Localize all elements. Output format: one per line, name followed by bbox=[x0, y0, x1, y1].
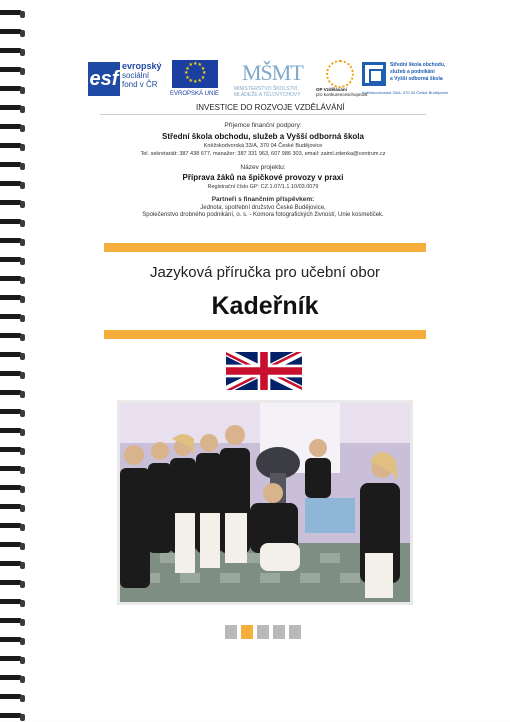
binding-ring bbox=[0, 504, 26, 513]
binding-ring bbox=[0, 637, 26, 646]
binding-ring bbox=[0, 428, 26, 437]
progress-dot bbox=[289, 625, 301, 639]
divider-line bbox=[100, 114, 426, 115]
binding-ring bbox=[0, 162, 26, 171]
recipient-name: Střední škola obchodu, služeb a Vyšší odborná škola bbox=[162, 132, 364, 141]
binding-ring bbox=[0, 238, 26, 247]
recipient-address: Kněžskodvorská 33/A, 370 04 České Budějovice bbox=[203, 143, 323, 149]
recipient-label: Příjemce finanční podpory: bbox=[224, 122, 302, 129]
school-address: Kněžskodvorská 33/A, 370 04 České Budějovice bbox=[362, 90, 449, 95]
uk-flag-icon bbox=[226, 352, 302, 390]
spiral-binding bbox=[0, 0, 30, 721]
recipient-contacts: Tel. sekretariát: 387 438 677, manažer: 387 331 963, 607 986 303, email: zaiml.zdenka@centrum.cz bbox=[140, 151, 386, 157]
binding-ring bbox=[0, 485, 26, 494]
binding-ring bbox=[0, 352, 26, 361]
binding-ring bbox=[0, 143, 26, 152]
binding-ring bbox=[0, 561, 26, 570]
binding-ring bbox=[0, 523, 26, 532]
op-line1: OP Vzdělávání bbox=[316, 87, 347, 92]
school-spiral-icon bbox=[362, 62, 386, 86]
msmt-mark: MŠMT bbox=[242, 60, 303, 85]
eu-flag-icon: ★ ★ ★ ★ ★ ★ ★ ★ ★ ★ ★ ★ bbox=[172, 60, 218, 88]
binding-ring bbox=[0, 675, 26, 684]
binding-ring bbox=[0, 390, 26, 399]
binding-ring bbox=[0, 67, 26, 76]
esf-line2: sociální bbox=[122, 71, 150, 80]
eu-caption: EVROPSKÁ UNIE bbox=[170, 91, 220, 97]
binding-ring bbox=[0, 580, 26, 589]
partners-block bbox=[90, 196, 436, 218]
document-title: Kadeřník bbox=[211, 292, 319, 320]
binding-ring bbox=[0, 409, 26, 418]
binding-ring bbox=[0, 618, 26, 627]
project-label: Název projektu: bbox=[240, 164, 286, 171]
partners-label: Partneři s finančním příspěvkem: bbox=[211, 196, 315, 203]
binding-ring bbox=[0, 29, 26, 38]
binding-ring bbox=[0, 276, 26, 285]
op-line2: pro konkurenceschopnost bbox=[316, 92, 368, 97]
binding-ring bbox=[0, 333, 26, 342]
partners-line1: Jednota, spotřební družstvo České Budějovice, bbox=[200, 205, 326, 211]
progress-dot bbox=[273, 625, 285, 639]
binding-ring bbox=[0, 447, 26, 456]
binding-ring bbox=[0, 314, 26, 323]
binding-ring bbox=[0, 656, 26, 665]
school-logo bbox=[362, 60, 450, 98]
binding-ring bbox=[0, 257, 26, 266]
investment-banner: INVESTICE DO ROZVOJE VZDĚLÁVÁNÍ bbox=[196, 103, 345, 112]
msmt-line2: MLÁDEŽE A TĚLOVÝCHOVY bbox=[234, 92, 301, 98]
document-subtitle: Jazyková příručka pro učební obor bbox=[149, 264, 381, 281]
project-name: Příprava žáků na špičkové provozy v praxi bbox=[182, 173, 344, 182]
binding-ring bbox=[0, 10, 26, 19]
op-logo bbox=[316, 60, 368, 98]
eu-logo bbox=[172, 60, 220, 98]
binding-ring bbox=[0, 371, 26, 380]
binding-ring bbox=[0, 466, 26, 475]
progress-dot bbox=[241, 625, 253, 639]
accent-bar-bottom bbox=[104, 330, 426, 339]
binding-ring bbox=[0, 542, 26, 551]
project-block bbox=[90, 164, 436, 190]
school-line2: služeb a podnikání bbox=[390, 69, 435, 75]
project-registration: Registrační číslo GP: CZ.1.07/1.1.10/03.0079 bbox=[207, 184, 319, 190]
school-line3: a Vyšší odborná škola bbox=[390, 76, 443, 82]
binding-ring bbox=[0, 200, 26, 209]
esf-logo bbox=[88, 60, 168, 98]
accent-bar-top bbox=[104, 243, 426, 252]
esf-line3: fond v ČR bbox=[122, 80, 158, 89]
progress-dot bbox=[225, 625, 237, 639]
binding-ring bbox=[0, 181, 26, 190]
binding-ring bbox=[0, 295, 26, 304]
binding-ring bbox=[0, 124, 26, 133]
binding-ring bbox=[0, 219, 26, 228]
school-line1: Střední škola obchodu, bbox=[390, 62, 446, 68]
op-circle-icon bbox=[326, 60, 354, 88]
binding-ring bbox=[0, 599, 26, 608]
esf-mark: esf bbox=[88, 62, 120, 96]
binding-ring bbox=[0, 105, 26, 114]
msmt-line1: MINISTERSTVO ŠKOLSTVÍ, bbox=[234, 86, 299, 92]
binding-ring bbox=[0, 694, 26, 703]
progress-dot bbox=[257, 625, 269, 639]
recipient-block bbox=[90, 122, 436, 157]
binding-ring bbox=[0, 48, 26, 57]
msmt-logo bbox=[234, 60, 304, 98]
logo-strip bbox=[88, 60, 450, 100]
partners-line2: Společenstvo drobného podnikání, o. s. - Komora fotografických živností, Unie kosmetiček. bbox=[142, 212, 384, 218]
hairdressing-class-photo bbox=[120, 403, 410, 602]
esf-line1: evropský bbox=[122, 61, 162, 71]
binding-ring bbox=[0, 86, 26, 95]
